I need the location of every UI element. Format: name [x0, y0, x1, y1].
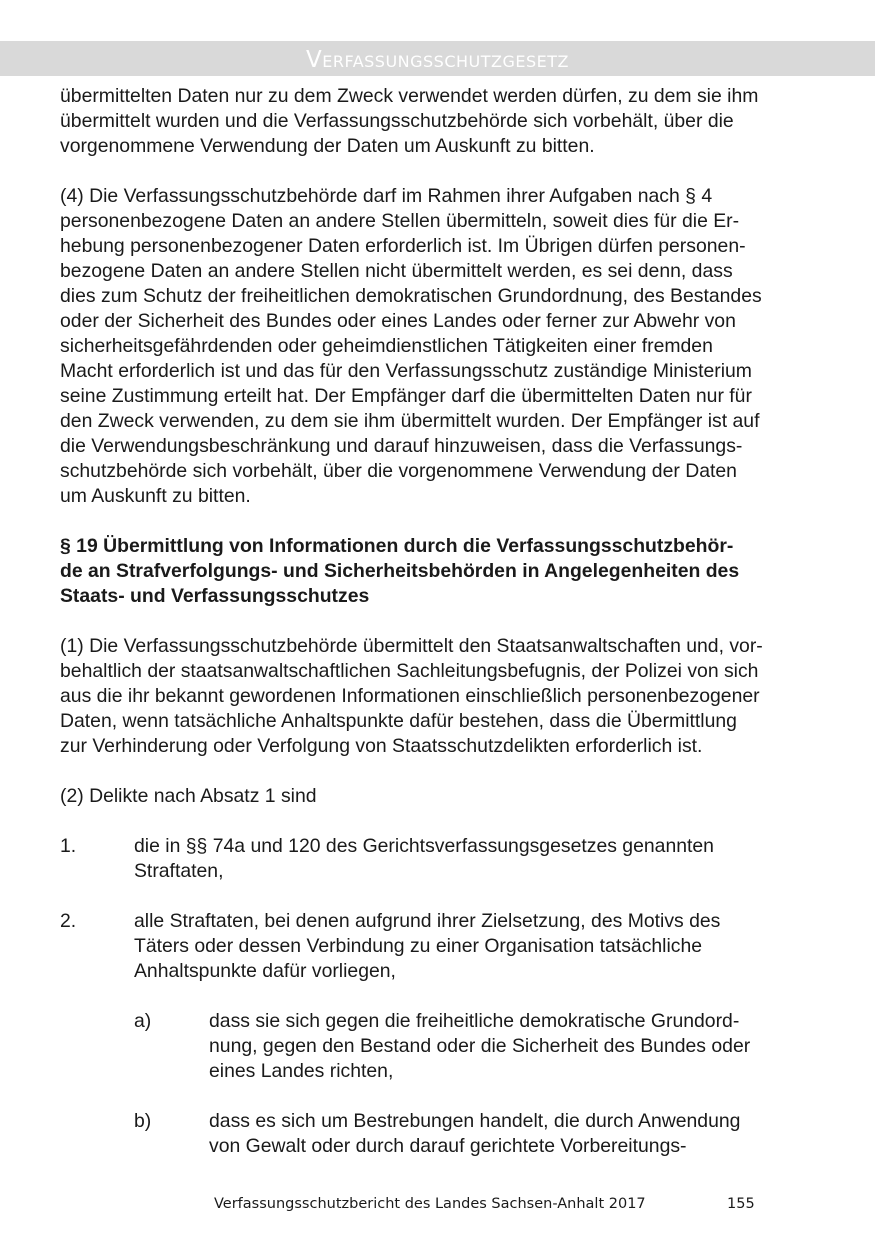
- sub-list: [60, 1009, 820, 1159]
- text-line: die in §§ 74a und 120 des Gerichtsverfassungsgesetzes genannten: [134, 835, 714, 857]
- sub-list-letter: b): [134, 1110, 152, 1132]
- list-item: [60, 834, 820, 884]
- list-text: [134, 834, 820, 884]
- text-line: vorgenommene Verwendung der Daten um Auskunft zu bitten.: [60, 135, 595, 157]
- heading-line: Staats- und Verfassungsschutzes: [60, 585, 370, 607]
- sub-list-letter: a): [134, 1010, 152, 1032]
- text-line: (1) Die Verfassungsschutzbehörde übermittelt den Staatsanwaltschaften und, vor-: [60, 635, 763, 657]
- text-line: bezogene Daten an andere Stellen nicht übermittelt werden, es sei denn, dass: [60, 260, 733, 282]
- text-line: zur Verhinderung oder Verfolgung von Staatsschutzdelikten erforderlich ist.: [60, 735, 703, 757]
- text-line: Straftaten,: [134, 860, 224, 882]
- heading-line: § 19 Übermittlung von Informationen durch die Verfassungsschutzbehör-: [60, 535, 734, 557]
- text-line: seine Zustimmung erteilt hat. Der Empfänger darf die übermittelten Daten nur für: [60, 385, 752, 407]
- text-line: um Auskunft zu bitten.: [60, 485, 251, 507]
- page-number: 155: [727, 1196, 755, 1212]
- sub-list-text: [209, 1109, 820, 1159]
- list-number: 2.: [60, 910, 77, 932]
- text-line: oder der Sicherheit des Bundes oder eines Landes oder ferner zur Abwehr von: [60, 310, 736, 332]
- list-number: 1.: [60, 835, 77, 857]
- text-line: nung, gegen den Bestand oder die Sicherheit des Bundes oder: [209, 1035, 751, 1057]
- text-line: sicherheitsgefährdenden oder geheimdienstlichen Tätigkeiten einer fremden: [60, 335, 713, 357]
- text-line: eines Landes richten,: [209, 1060, 394, 1082]
- list-item: [60, 909, 820, 984]
- footer-text: Verfassungsschutzbericht des Landes Sachsen-Anhalt 2017: [214, 1196, 646, 1212]
- paragraph-2-intro: (2) Delikte nach Absatz 1 sind: [60, 785, 317, 807]
- text-line: den Zweck verwenden, zu dem sie ihm übermittelt wurden. Der Empfänger ist auf: [60, 410, 760, 432]
- list-text: [134, 909, 820, 984]
- text-line: alle Straftaten, bei denen aufgrund ihrer Zielsetzung, des Motivs des: [134, 910, 721, 932]
- section-19-heading: [60, 534, 820, 609]
- sub-list-item: [134, 1109, 820, 1159]
- text-line: übermittelt wurden und die Verfassungsschutzbehörde sich vorbehält, über die: [60, 110, 734, 132]
- text-line: die Verwendungsbeschränkung und darauf hinzuweisen, dass die Verfassungs-: [60, 435, 743, 457]
- text-line: Anhaltspunkte dafür vorliegen,: [134, 960, 396, 982]
- text-line: aus die ihr bekannt gewordenen Informationen einschließlich personenbezogener: [60, 685, 760, 707]
- text-line: dass es sich um Bestrebungen handelt, die durch Anwendung: [209, 1110, 741, 1132]
- intro-paragraph: [60, 84, 820, 159]
- heading-line: de an Strafverfolgungs- und Sicherheitsbehörden in Angelegenheiten des: [60, 560, 740, 582]
- sub-list-item: [134, 1009, 820, 1084]
- text-line: von Gewalt oder durch darauf gerichtete Vorbereitungs-: [209, 1135, 687, 1157]
- text-line: Daten, wenn tatsächliche Anhaltspunkte dafür bestehen, dass die Übermittlung: [60, 710, 737, 732]
- running-header-title: Verfassungsschutzgesetz: [306, 47, 569, 73]
- text-line: (4) Die Verfassungsschutzbehörde darf im Rahmen ihrer Aufgaben nach § 4: [60, 185, 713, 207]
- text-line: Täters oder dessen Verbindung zu einer Organisation tatsächliche: [134, 935, 703, 957]
- paragraph-4: [60, 184, 820, 509]
- text-line: behaltlich der staatsanwaltschaftlichen Sachleitungsbefugnis, der Polizei von sich: [60, 660, 759, 682]
- text-line: übermittelten Daten nur zu dem Zweck verwendet werden dürfen, zu dem sie ihm: [60, 85, 759, 107]
- sub-list-text: [209, 1009, 820, 1084]
- text-line: personenbezogene Daten an andere Stellen übermitteln, soweit dies für die Er-: [60, 210, 740, 232]
- page-content: [60, 84, 820, 1184]
- paragraph-1: [60, 634, 820, 759]
- text-line: hebung personenbezogener Daten erforderlich ist. Im Übrigen dürfen personen-: [60, 235, 746, 257]
- text-line: schutzbehörde sich vorbehält, über die vorgenommene Verwendung der Daten: [60, 460, 737, 482]
- text-line: dass sie sich gegen die freiheitliche demokratische Grundord-: [209, 1010, 740, 1032]
- text-line: Macht erforderlich ist und das für den Verfassungsschutz zuständige Ministerium: [60, 360, 752, 382]
- text-line: dies zum Schutz der freiheitlichen demokratischen Grundordnung, des Bestandes: [60, 285, 762, 307]
